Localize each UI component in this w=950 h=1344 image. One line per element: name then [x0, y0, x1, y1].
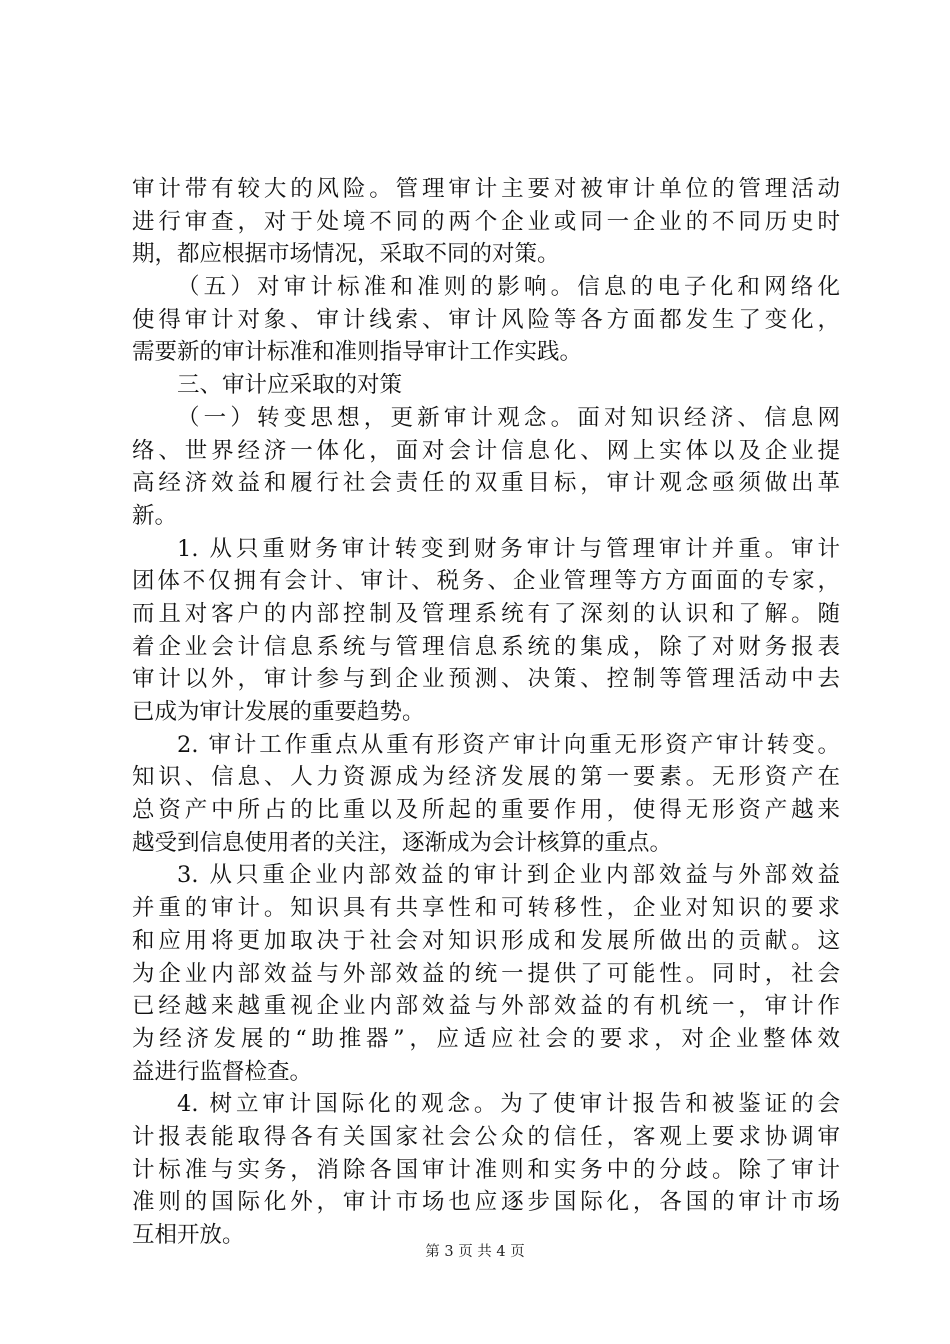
text-line: 期，都应根据市场情况，采取不同的对策。: [132, 241, 560, 268]
text-line: 着企业会计信息系统与管理信息系统的集成，除了对财务报表: [132, 633, 840, 660]
text-line: 而且对客户的内部控制及管理系统有了深刻的认识和了解。随: [132, 600, 840, 627]
text-line: 准则的国际化外，审计市场也应逐步国际化，各国的审计市场: [132, 1189, 840, 1216]
text-line: 审计以外，审计参与到企业预测、决策、控制等管理活动中去: [132, 666, 840, 693]
text-line: 使得审计对象、审计线索、审计风险等各方面都发生了变化，: [132, 306, 840, 333]
text-line: （五）对审计标准和准则的影响。信息的电子化和网络化: [177, 274, 840, 301]
text-line: 计标准与实务，消除各国审计准则和实务中的分歧。除了审计: [132, 1156, 840, 1183]
text-line: 知识、信息、人力资源成为经济发展的第一要素。无形资产在: [132, 764, 840, 791]
text-line: 需要新的审计标准和准则指导审计工作实践。: [132, 339, 583, 366]
text-line: 新。: [132, 502, 178, 529]
text-line: 1. 从只重财务审计转变到财务审计与管理审计并重。审计: [177, 535, 840, 562]
text-line: 已经越来越重视企业内部效益与外部效益的有机统一，审计作: [132, 993, 840, 1020]
text-line: 4. 树立审计国际化的观念。为了使审计报告和被鉴证的会: [177, 1091, 840, 1118]
text-line: 审计带有较大的风险。管理审计主要对被审计单位的管理活动: [132, 176, 840, 202]
text-line: 总资产中所占的比重以及所起的重要作用，使得无形资产越来: [132, 797, 840, 824]
text-line: （一）转变思想，更新审计观念。面对知识经济、信息网: [177, 404, 840, 431]
text-line: 并重的审计。知识具有共享性和可转移性，企业对知识的要求: [132, 895, 840, 922]
body-text: [132, 173, 840, 1252]
text-line: 和应用将更加取决于社会对知识形成和发展所做出的贡献。这: [132, 927, 840, 954]
text-line: 已成为审计发展的重要趋势。: [132, 699, 425, 725]
text-line: 络、世界经济一体化，面对会计信息化、网上实体以及企业提: [132, 437, 840, 464]
text-line: 团体不仅拥有会计、审计、税务、企业管理等方方面面的专家，: [132, 568, 840, 595]
text-line: 3. 从只重企业内部效益的审计到企业内部效益与外部效益: [177, 862, 840, 889]
text-line: 为企业内部效益与外部效益的统一提供了可能性。同时，社会: [132, 960, 840, 987]
text-line: 进行审查，对于处境不同的两个企业或同一企业的不同历史时: [132, 208, 840, 235]
text-line: 计报表能取得各有关国家社会公众的信任，客观上要求协调审: [132, 1123, 840, 1150]
text-line: 高经济效益和履行社会责任的双重目标，审计观念亟须做出革: [132, 470, 840, 497]
text-line: 2. 审计工作重点从重有形资产审计向重无形资产审计转变。: [177, 731, 840, 758]
section-heading: 三、审计应采取的对策: [177, 372, 403, 399]
text-line: 益进行监督检查。: [132, 1058, 313, 1085]
text-line: 越受到信息使用者的关注，逐渐成为会计核算的重点。: [132, 829, 673, 856]
text-line: 为经济发展的“助推器”，应适应社会的要求，对企业整体效: [132, 1025, 840, 1052]
text-line: 互相开放。: [132, 1222, 245, 1248]
page-footer: 第 3 页 共 4 页: [425, 1244, 525, 1260]
